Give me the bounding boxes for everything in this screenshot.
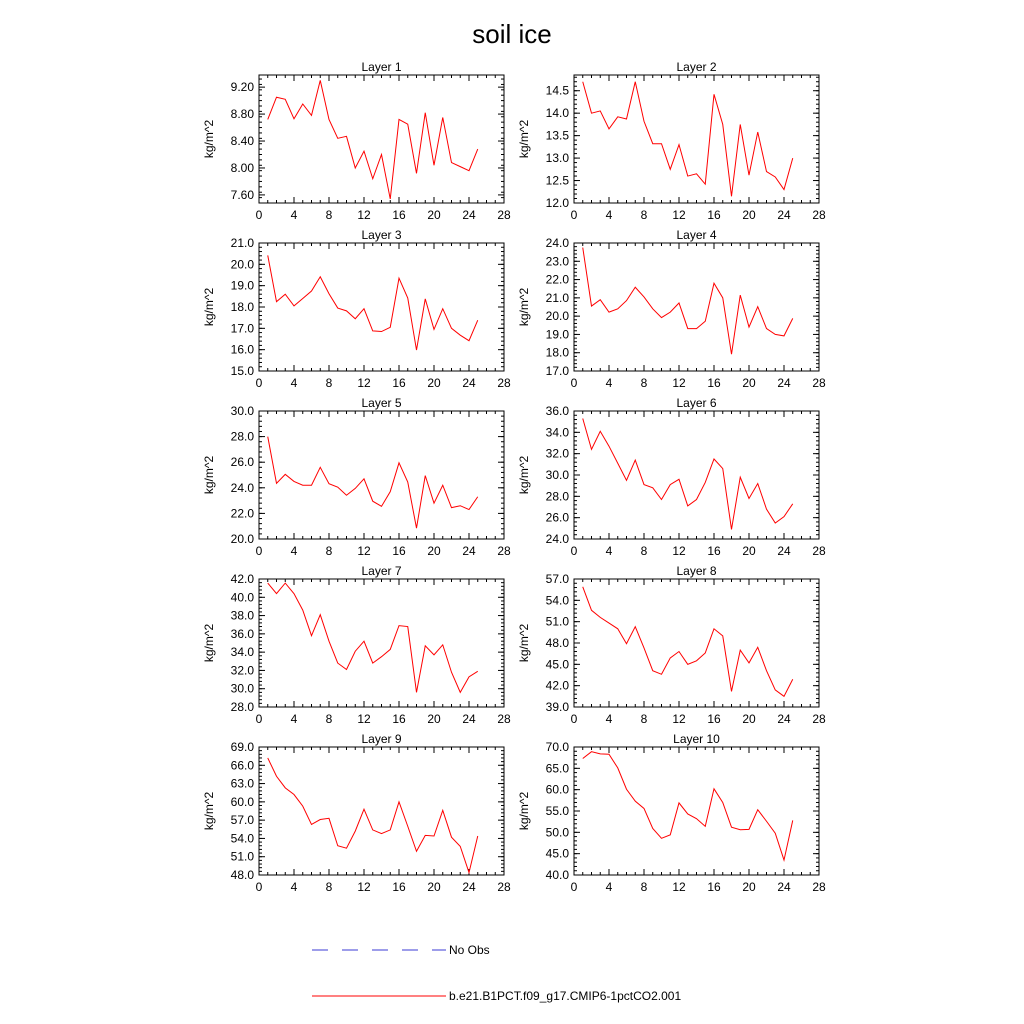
y-tick-label: 42.0 <box>545 678 569 693</box>
panel-title: Layer 5 <box>361 396 402 410</box>
x-tick-label: 0 <box>570 712 578 726</box>
y-tick-label: 50.0 <box>545 825 569 840</box>
x-tick-label: 12 <box>672 712 686 726</box>
x-tick-label: 16 <box>392 712 406 726</box>
series-line-layer-7 <box>268 583 478 692</box>
x-tick-label: 0 <box>255 208 263 222</box>
y-tick-label: 45.0 <box>545 657 569 672</box>
x-tick-label: 24 <box>462 712 476 726</box>
y-tick-label: 8.00 <box>230 160 254 175</box>
series-line-layer-3 <box>268 255 478 350</box>
panel-title: Layer 10 <box>673 732 720 746</box>
x-tick-label: 12 <box>357 208 371 222</box>
y-tick-label: 28.0 <box>545 489 569 504</box>
x-tick-label: 24 <box>777 376 791 390</box>
y-tick-label: 32.0 <box>545 446 569 461</box>
y-tick-label: 30.0 <box>230 404 254 418</box>
y-tick-label: 63.0 <box>230 776 254 791</box>
y-tick-label: 8.80 <box>230 107 254 122</box>
x-tick-label: 20 <box>427 544 441 558</box>
x-tick-label: 20 <box>742 880 756 894</box>
panel-layer-3 <box>202 228 511 390</box>
y-tick-label: 51.0 <box>545 614 569 629</box>
y-tick-label: 22.0 <box>230 506 254 521</box>
x-tick-label: 0 <box>255 880 263 894</box>
y-tick-label: 18.0 <box>545 345 569 360</box>
y-tick-label: 66.0 <box>230 758 254 773</box>
y-tick-label: 7.60 <box>230 187 254 202</box>
plot-frame <box>574 75 819 203</box>
y-tick-label: 23.0 <box>545 254 569 269</box>
y-tick-label: 18.0 <box>230 300 254 314</box>
y-tick-label: 38.0 <box>230 608 254 623</box>
panel-title: Layer 4 <box>676 228 717 242</box>
x-tick-label: 20 <box>427 208 441 222</box>
y-axis-label: kg/m^2 <box>202 287 216 327</box>
series-line-layer-1 <box>268 80 478 199</box>
x-tick-label: 28 <box>812 712 826 726</box>
plot-frame <box>259 243 504 371</box>
x-tick-label: 12 <box>672 880 686 894</box>
x-tick-label: 20 <box>742 208 756 222</box>
y-tick-label: 36.0 <box>545 404 569 418</box>
x-tick-label: 24 <box>777 544 791 558</box>
x-tick-label: 16 <box>707 208 721 222</box>
plot-frame <box>574 243 819 371</box>
panel-layer-4 <box>517 228 826 390</box>
x-tick-label: 16 <box>707 880 721 894</box>
y-tick-label: 28.0 <box>230 429 254 444</box>
panel-layer-6 <box>517 396 826 558</box>
panel-title: Layer 1 <box>361 60 402 74</box>
x-tick-label: 4 <box>290 544 298 558</box>
x-tick-label: 28 <box>497 376 511 390</box>
y-tick-label: 28.0 <box>230 700 254 714</box>
x-tick-label: 16 <box>392 544 406 558</box>
y-axis-label: kg/m^2 <box>202 455 216 495</box>
x-tick-label: 12 <box>672 376 686 390</box>
x-tick-label: 12 <box>357 544 371 558</box>
x-tick-label: 16 <box>392 208 406 222</box>
x-tick-label: 12 <box>672 544 686 558</box>
x-tick-label: 12 <box>357 376 371 390</box>
panel-title: Layer 3 <box>361 228 402 242</box>
y-tick-label: 60.0 <box>230 794 254 809</box>
y-tick-label: 60.0 <box>545 782 569 797</box>
plot-frame <box>259 75 504 203</box>
x-tick-label: 8 <box>640 544 648 558</box>
y-axis-label: kg/m^2 <box>517 287 531 327</box>
x-tick-label: 4 <box>605 376 613 390</box>
x-tick-label: 4 <box>605 544 613 558</box>
x-tick-label: 20 <box>427 376 441 390</box>
y-axis-label: kg/m^2 <box>202 623 216 663</box>
x-tick-label: 20 <box>742 712 756 726</box>
x-tick-label: 8 <box>325 208 333 222</box>
y-tick-label: 20.0 <box>230 532 254 546</box>
plot-frame <box>574 579 819 707</box>
y-tick-label: 57.0 <box>545 572 569 586</box>
x-tick-label: 28 <box>812 880 826 894</box>
panel-layer-8 <box>517 564 826 726</box>
x-tick-label: 4 <box>605 712 613 726</box>
y-tick-label: 12.5 <box>545 173 569 188</box>
panel-title: Layer 9 <box>361 732 402 746</box>
y-tick-label: 42.0 <box>230 572 254 586</box>
x-tick-label: 24 <box>462 880 476 894</box>
y-tick-label: 20.0 <box>230 257 254 272</box>
y-tick-label: 69.0 <box>230 740 254 754</box>
x-tick-label: 8 <box>640 880 648 894</box>
x-tick-label: 24 <box>777 208 791 222</box>
y-axis-label: kg/m^2 <box>517 119 531 159</box>
x-tick-label: 28 <box>497 880 511 894</box>
x-tick-label: 0 <box>255 376 263 390</box>
x-tick-label: 20 <box>742 544 756 558</box>
x-tick-label: 16 <box>707 544 721 558</box>
y-tick-label: 24.0 <box>545 236 569 250</box>
panel-layer-5 <box>202 396 511 558</box>
x-tick-label: 24 <box>777 712 791 726</box>
x-tick-label: 8 <box>640 208 648 222</box>
panel-grid <box>202 60 826 894</box>
x-tick-label: 8 <box>325 880 333 894</box>
panel-layer-9 <box>202 732 511 894</box>
y-tick-label: 24.0 <box>230 480 254 495</box>
x-tick-label: 8 <box>640 376 648 390</box>
y-tick-label: 65.0 <box>545 761 569 776</box>
y-tick-label: 17.0 <box>545 364 569 378</box>
y-axis-label: kg/m^2 <box>202 791 216 831</box>
y-tick-label: 13.5 <box>545 128 569 143</box>
y-tick-label: 36.0 <box>230 626 254 641</box>
x-tick-label: 16 <box>392 880 406 894</box>
x-tick-label: 12 <box>357 712 371 726</box>
panel-layer-1 <box>202 60 511 222</box>
x-tick-label: 16 <box>392 376 406 390</box>
legend-model-label: b.e21.B1PCT.f09_g17.CMIP6-1pctCO2.001 <box>449 989 682 1003</box>
y-tick-label: 22.0 <box>545 272 569 287</box>
legend <box>312 943 681 1003</box>
y-axis-label: kg/m^2 <box>517 455 531 495</box>
x-tick-label: 8 <box>325 376 333 390</box>
panel-layer-10 <box>517 732 826 894</box>
y-tick-label: 14.5 <box>545 83 569 98</box>
y-tick-label: 34.0 <box>230 645 254 660</box>
y-axis-label: kg/m^2 <box>517 791 531 831</box>
x-tick-label: 0 <box>255 712 263 726</box>
x-tick-label: 20 <box>427 880 441 894</box>
y-tick-label: 14.0 <box>545 106 569 121</box>
y-tick-label: 34.0 <box>545 425 569 440</box>
figure-title: soil ice <box>472 19 552 49</box>
x-tick-label: 16 <box>707 712 721 726</box>
x-tick-label: 0 <box>570 544 578 558</box>
y-tick-label: 21.0 <box>545 290 569 305</box>
x-tick-label: 4 <box>605 880 613 894</box>
x-tick-label: 16 <box>707 376 721 390</box>
x-tick-label: 8 <box>325 544 333 558</box>
y-tick-label: 16.0 <box>230 342 254 357</box>
x-tick-label: 4 <box>290 880 298 894</box>
y-tick-label: 15.0 <box>230 364 254 378</box>
x-tick-label: 4 <box>290 376 298 390</box>
y-tick-label: 54.0 <box>230 831 254 846</box>
x-tick-label: 8 <box>640 712 648 726</box>
panel-title: Layer 6 <box>676 396 717 410</box>
y-tick-label: 17.0 <box>230 321 254 336</box>
x-tick-label: 12 <box>357 880 371 894</box>
x-tick-label: 0 <box>570 376 578 390</box>
y-tick-label: 32.0 <box>230 663 254 678</box>
y-tick-label: 19.0 <box>230 278 254 293</box>
series-line-layer-8 <box>583 587 793 697</box>
x-tick-label: 24 <box>462 376 476 390</box>
panel-title: Layer 2 <box>676 60 717 74</box>
x-tick-label: 20 <box>742 376 756 390</box>
y-tick-label: 21.0 <box>230 236 254 250</box>
x-tick-label: 0 <box>570 208 578 222</box>
plot-frame <box>259 411 504 539</box>
y-tick-label: 30.0 <box>230 681 254 696</box>
y-tick-label: 54.0 <box>545 593 569 608</box>
y-tick-label: 8.40 <box>230 134 254 149</box>
y-tick-label: 57.0 <box>230 813 254 828</box>
y-tick-label: 20.0 <box>545 309 569 324</box>
y-tick-label: 30.0 <box>545 468 569 482</box>
x-tick-label: 4 <box>605 208 613 222</box>
y-tick-label: 12.0 <box>545 196 569 210</box>
series-line-layer-4 <box>583 248 793 355</box>
y-tick-label: 45.0 <box>545 846 569 861</box>
series-line-layer-6 <box>583 418 793 529</box>
x-tick-label: 24 <box>462 544 476 558</box>
series-line-layer-2 <box>583 82 793 197</box>
y-tick-label: 55.0 <box>545 804 569 818</box>
x-tick-label: 0 <box>570 880 578 894</box>
y-tick-label: 39.0 <box>545 700 569 714</box>
y-tick-label: 24.0 <box>545 532 569 546</box>
plot-frame <box>574 411 819 539</box>
y-tick-label: 19.0 <box>545 327 569 342</box>
y-tick-label: 40.0 <box>230 590 254 605</box>
series-line-layer-5 <box>268 437 478 529</box>
plot-frame <box>259 579 504 707</box>
x-tick-label: 4 <box>290 208 298 222</box>
y-tick-label: 9.20 <box>230 80 254 95</box>
x-tick-label: 28 <box>812 544 826 558</box>
series-line-layer-9 <box>268 758 478 873</box>
y-tick-label: 48.0 <box>230 868 254 882</box>
x-tick-label: 12 <box>672 208 686 222</box>
panel-title: Layer 8 <box>676 564 717 578</box>
y-tick-label: 70.0 <box>545 740 569 754</box>
panel-layer-7 <box>202 564 511 726</box>
x-tick-label: 20 <box>427 712 441 726</box>
y-axis-label: kg/m^2 <box>202 119 216 159</box>
panel-title: Layer 7 <box>361 564 402 578</box>
y-axis-label: kg/m^2 <box>517 623 531 663</box>
x-tick-label: 28 <box>497 712 511 726</box>
plot-frame <box>259 747 504 875</box>
x-tick-label: 0 <box>255 544 263 558</box>
x-tick-label: 28 <box>497 208 511 222</box>
x-tick-label: 28 <box>497 544 511 558</box>
y-tick-label: 13.0 <box>545 151 569 166</box>
x-tick-label: 4 <box>290 712 298 726</box>
x-tick-label: 24 <box>777 880 791 894</box>
x-tick-label: 28 <box>812 376 826 390</box>
y-tick-label: 48.0 <box>545 636 569 650</box>
panel-layer-2 <box>517 60 826 222</box>
y-tick-label: 40.0 <box>545 868 569 882</box>
x-tick-label: 8 <box>325 712 333 726</box>
y-tick-label: 26.0 <box>230 455 254 470</box>
y-tick-label: 51.0 <box>230 849 254 864</box>
series-line-layer-10 <box>583 752 793 860</box>
y-tick-label: 26.0 <box>545 510 569 525</box>
x-tick-label: 24 <box>462 208 476 222</box>
legend-obs-label: No Obs <box>449 943 490 957</box>
x-tick-label: 28 <box>812 208 826 222</box>
